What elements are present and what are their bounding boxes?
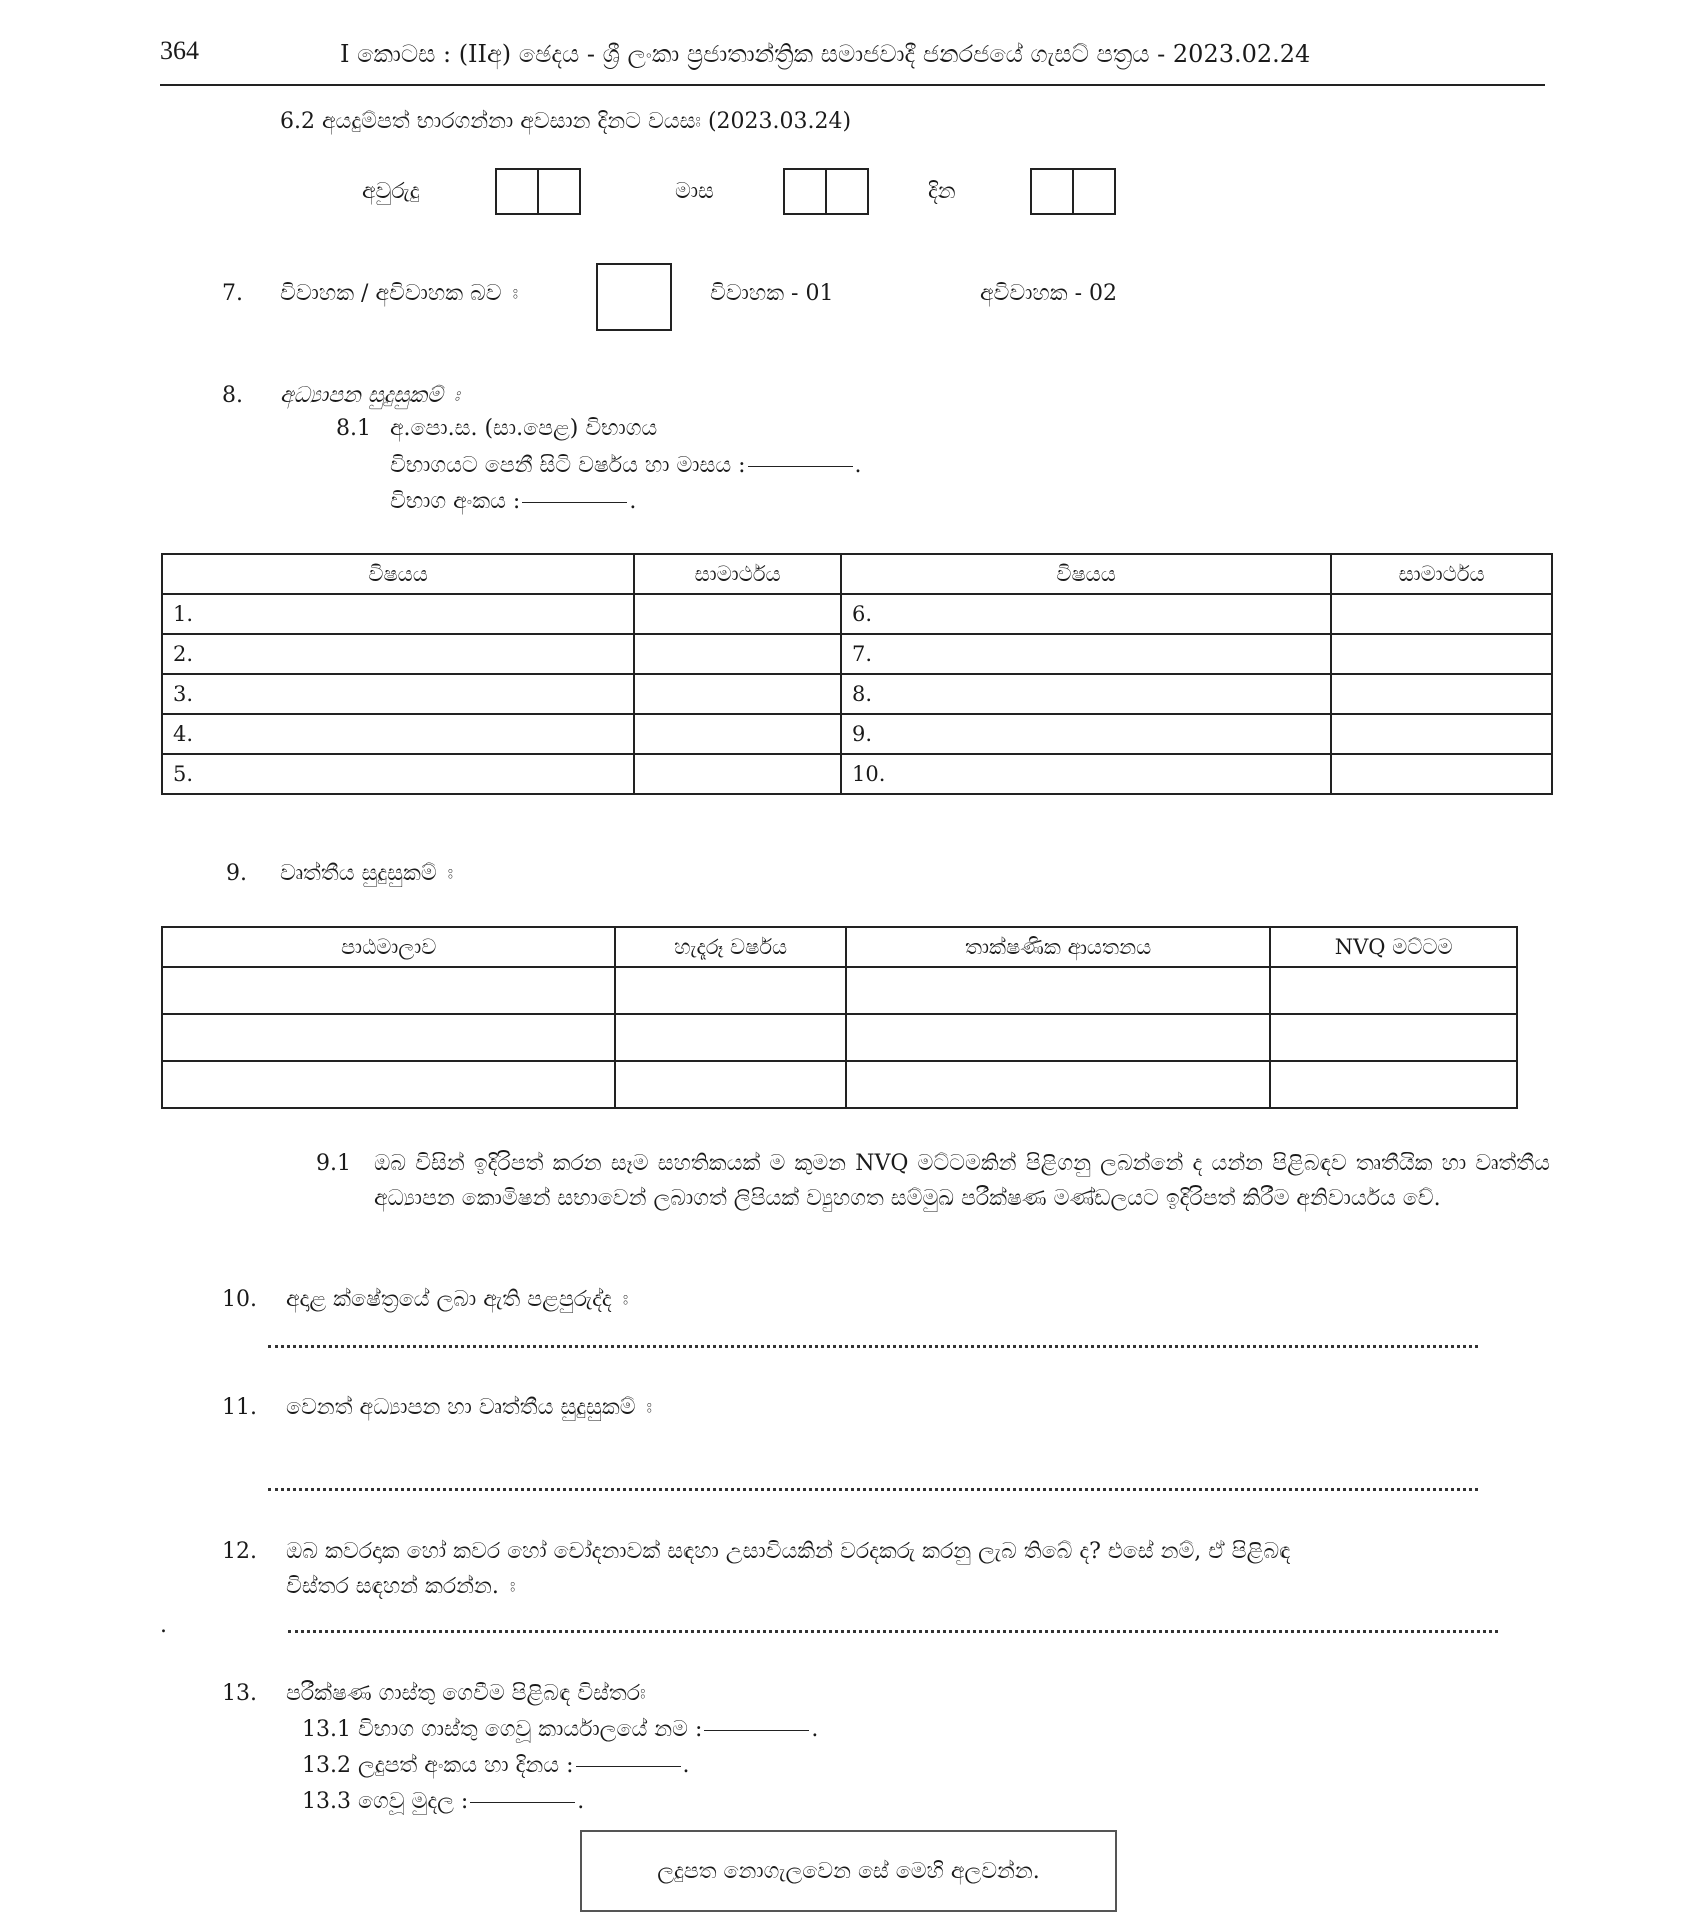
table-header-row — [162, 927, 1517, 967]
months-label: මාස — [675, 179, 714, 204]
grade-cell[interactable] — [1331, 674, 1552, 714]
vocational-table — [161, 926, 1518, 1109]
subject-header: විෂයය — [841, 554, 1331, 594]
section-9-number: 9. — [226, 861, 247, 886]
gazette-header-title: I කොටස : (IIඅ) ඡෙදය - ශ්‍රී ලංකා ප්‍රජාතාන්ත්‍රික සමාජවාදී ජනරජයේ ගැසට් පත්‍රය - 2023.02.24 — [340, 40, 1311, 68]
unmarried-option: අවිවාහක - 02 — [980, 281, 1118, 306]
experience-dotted-line[interactable] — [268, 1345, 1478, 1348]
years-label: අවුරුදු — [362, 179, 420, 204]
subject-cell[interactable]: 4. — [162, 714, 634, 754]
grade-cell[interactable] — [634, 714, 841, 754]
section-8-1-number: 8.1 — [336, 416, 371, 441]
ol-exam-label: අ.පො.ස. (සා.පෙළ) විභාගය — [390, 416, 658, 441]
grade-cell[interactable] — [634, 634, 841, 674]
header-rule — [160, 84, 1545, 86]
nvq-level-header: NVQ මට්ටම — [1270, 927, 1517, 967]
days-input-box[interactable] — [1030, 168, 1116, 215]
page-number: 364 — [160, 36, 199, 65]
fee-office-field: 13.1 විභාග ගාස්තු ගෙවූ කාර්යාලයේ නම : . — [302, 1717, 819, 1742]
other-qualifications-label: වෙනත් අධ්‍යාපන හා වෘත්තීය සුදුසුකම් ඃ — [286, 1395, 653, 1420]
grade-cell[interactable] — [634, 594, 841, 634]
course-cell[interactable] — [162, 967, 615, 1014]
marital-status-label: විවාහක / අවිවාහක බව ඃ — [280, 281, 519, 306]
ol-results-table — [161, 553, 1553, 795]
nvq-cell[interactable] — [1270, 1061, 1517, 1108]
table-row — [162, 1014, 1517, 1061]
table-row — [162, 674, 1552, 714]
subject-cell[interactable]: 6. — [841, 594, 1331, 634]
course-cell[interactable] — [162, 1061, 615, 1108]
nvq-cell[interactable] — [1270, 1014, 1517, 1061]
exam-year-month-field: විභාගයට පෙනී සිටි වර්ෂය හා මාසය : . — [390, 453, 862, 478]
year-studied-header: හැදෑරූ වර්ෂය — [615, 927, 846, 967]
subject-cell[interactable]: 10. — [841, 754, 1331, 794]
grade-cell[interactable] — [1331, 634, 1552, 674]
grade-cell[interactable] — [634, 674, 841, 714]
months-input-box[interactable] — [783, 168, 869, 215]
grade-header: සාමාර්ථය — [634, 554, 841, 594]
institute-cell[interactable] — [846, 1061, 1270, 1108]
days-label: දින — [928, 179, 956, 204]
table-row — [162, 634, 1552, 674]
subject-cell[interactable]: 9. — [841, 714, 1331, 754]
table-row — [162, 594, 1552, 634]
year-cell[interactable] — [615, 967, 846, 1014]
education-qualifications-label: අධ්‍යාපන සුදුසුකම් ඃ — [280, 383, 460, 408]
table-row — [162, 754, 1552, 794]
section-8-number: 8. — [222, 383, 243, 408]
subject-cell[interactable]: 3. — [162, 674, 634, 714]
subject-cell[interactable]: 1. — [162, 594, 634, 634]
subject-cell[interactable]: 2. — [162, 634, 634, 674]
section-11-number: 11. — [222, 1395, 257, 1420]
institute-cell[interactable] — [846, 1014, 1270, 1061]
grade-cell[interactable] — [1331, 714, 1552, 754]
subject-cell[interactable]: 5. — [162, 754, 634, 794]
other-qualifications-dotted-line[interactable] — [268, 1488, 1478, 1491]
table-header-row — [162, 554, 1552, 594]
table-row — [162, 714, 1552, 754]
experience-label: අදාළ ක්ෂේත්‍රයේ ලබා ඇති පළපුරුද්ද ඃ — [286, 1287, 629, 1312]
age-label: 6.2 අයදුම්පත් භාරගන්නා අවසාන දිනට වයසඃ (2023.03.24) — [280, 109, 852, 134]
receipt-paste-label: ලදුපත නොගැලවෙන සේ මෙහි අලවන්න. — [657, 1858, 1040, 1884]
conviction-question-line1: ඔබ කවරදාක හෝ කවර හෝ චෝදනාවක් සඳහා උසාවියකින් වරදකරු කරනු ලැබ තිබේ ද? එසේ නම්, ඒ පිළිබඳ — [286, 1539, 1291, 1564]
year-cell[interactable] — [615, 1014, 846, 1061]
exam-index-field: විභාග අංකය : . — [390, 489, 637, 514]
vocational-qualifications-label: වෘත්තීය සුදුසුකම් ඃ — [280, 861, 454, 886]
married-option: විවාහක - 01 — [710, 281, 834, 306]
grade-cell[interactable] — [1331, 754, 1552, 794]
years-input-box[interactable] — [495, 168, 581, 215]
marital-status-input-box[interactable] — [596, 263, 672, 331]
subject-cell[interactable]: 8. — [841, 674, 1331, 714]
conviction-dotted-line[interactable] — [288, 1630, 1498, 1633]
table-row — [162, 1061, 1517, 1108]
margin-mark: . — [160, 1613, 167, 1638]
section-13-number: 13. — [222, 1681, 257, 1706]
course-cell[interactable] — [162, 1014, 615, 1061]
subject-header: විෂයය — [162, 554, 634, 594]
section-12-number: 12. — [222, 1539, 257, 1564]
conviction-question-line2: විස්තර සඳහන් කරන්න. ඃ — [286, 1574, 516, 1599]
nvq-cell[interactable] — [1270, 967, 1517, 1014]
grade-header: සාමාර්ථය — [1331, 554, 1552, 594]
section-7-number: 7. — [222, 281, 243, 306]
amount-paid-field: 13.3 ගෙවූ මුදල : . — [302, 1789, 585, 1814]
institute-header: තාක්ෂණික ආයතනය — [846, 927, 1270, 967]
nvq-note-paragraph: ඔබ විසින් ඉදිරිපත් කරන සෑම සහතිකයක් ම කුමන NVQ මට්ටමකින් පිළිගනු ලබන්නේ ද යන්න පිළිබඳව තෘතීයික හා වෘත්තීය අධ්‍යාපන කොමිෂන් සභාවෙන් ලබාගත් ලිපියක් ව්‍යුහගත සම්මුඛ පරීක්ෂණ මණ්ඩලයට ඉදිරිපත් කිරීම අනිවාර්යය වේ. — [374, 1151, 1550, 1211]
section-10-number: 10. — [222, 1287, 257, 1312]
grade-cell[interactable] — [634, 754, 841, 794]
year-cell[interactable] — [615, 1061, 846, 1108]
institute-cell[interactable] — [846, 967, 1270, 1014]
course-header: පාඨමාලාව — [162, 927, 615, 967]
section-9-1-number: 9.1 — [316, 1151, 351, 1176]
receipt-paste-box — [580, 1830, 1117, 1912]
grade-cell[interactable] — [1331, 594, 1552, 634]
table-row — [162, 967, 1517, 1014]
subject-cell[interactable]: 7. — [841, 634, 1331, 674]
receipt-number-field: 13.2 ලදුපත් අංකය හා දිනය : . — [302, 1753, 690, 1778]
fee-payment-label: පරීක්ෂණ ගාස්තු ගෙවීම පිළිබඳ විස්තරඃ — [286, 1681, 646, 1706]
